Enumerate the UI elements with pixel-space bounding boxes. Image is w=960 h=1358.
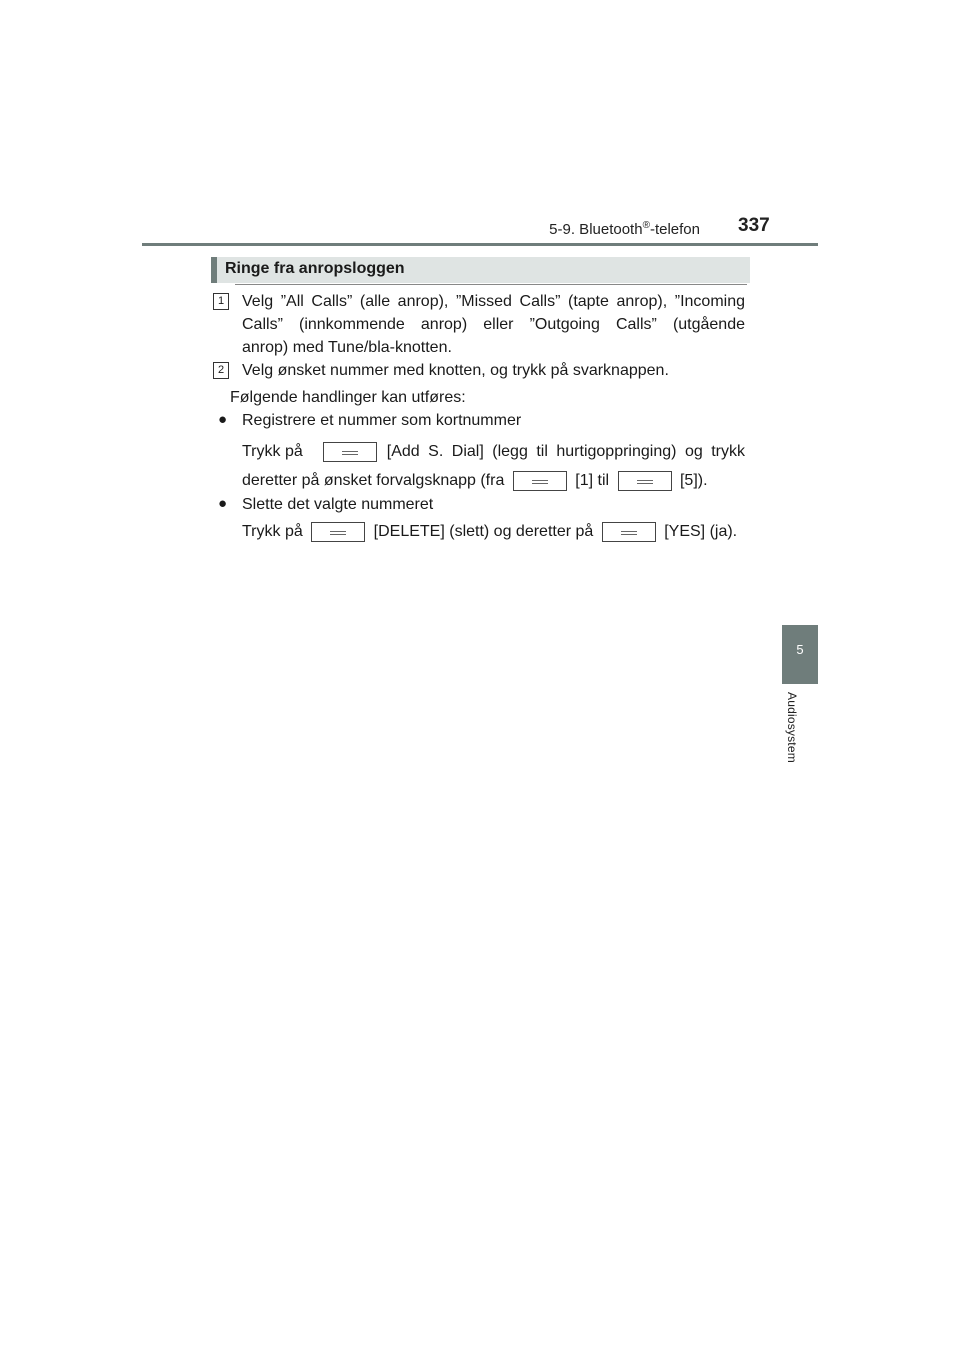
- add-speed-dial-button[interactable]: [323, 442, 377, 462]
- actions-intro: Følgende handlinger kan utføres:: [230, 389, 466, 406]
- header-divider: [142, 243, 818, 246]
- section-title: Ringe fra anropsloggen: [225, 260, 405, 277]
- action-1-title: Registrere et nummer som kortnummer: [242, 412, 522, 429]
- step-1-line-3: anrop) med Tune/bla-knotten.: [242, 339, 452, 356]
- section-accent: [211, 257, 217, 283]
- action-1-line-2: deretter på ønsket forvalgsknapp (fra [1] til [5]).: [242, 472, 708, 489]
- page-number: 337: [738, 215, 770, 236]
- section-divider: [235, 284, 747, 285]
- step-1-line-2: Calls” (innkommende anrop) eller ”Outgoing Calls” (utgående: [242, 316, 745, 333]
- preset-5-button[interactable]: [618, 471, 672, 491]
- section-title-bar: [211, 257, 750, 283]
- step-1-line-1: Velg ”All Calls” (alle anrop), ”Missed Calls” (tapte anrop), ”Incoming: [242, 293, 745, 310]
- preset-1-button[interactable]: [513, 471, 567, 491]
- action-1-line-1: Trykk på [Add S. Dial] (legg til hurtigoppringing) og trykk: [242, 443, 745, 460]
- step-2-line-1: Velg ønsket nummer med knotten, og trykk på svarknappen.: [242, 362, 669, 379]
- chapter-tab: 5: [782, 625, 818, 684]
- action-2-title: Slette det valgte nummeret: [242, 496, 434, 513]
- step-number-1: 1: [213, 293, 229, 310]
- bullet-icon: ●: [218, 495, 228, 512]
- delete-button[interactable]: [311, 522, 365, 542]
- action-2-line-1: Trykk på [DELETE] (slett) og deretter på [YES] (ja).: [242, 523, 738, 540]
- yes-button[interactable]: [602, 522, 656, 542]
- section-heading: 5-9. Bluetooth®-telefon: [549, 220, 700, 238]
- step-number-2: 2: [213, 362, 229, 379]
- bullet-icon: ●: [218, 411, 228, 428]
- chapter-label: Audiosystem: [785, 692, 799, 763]
